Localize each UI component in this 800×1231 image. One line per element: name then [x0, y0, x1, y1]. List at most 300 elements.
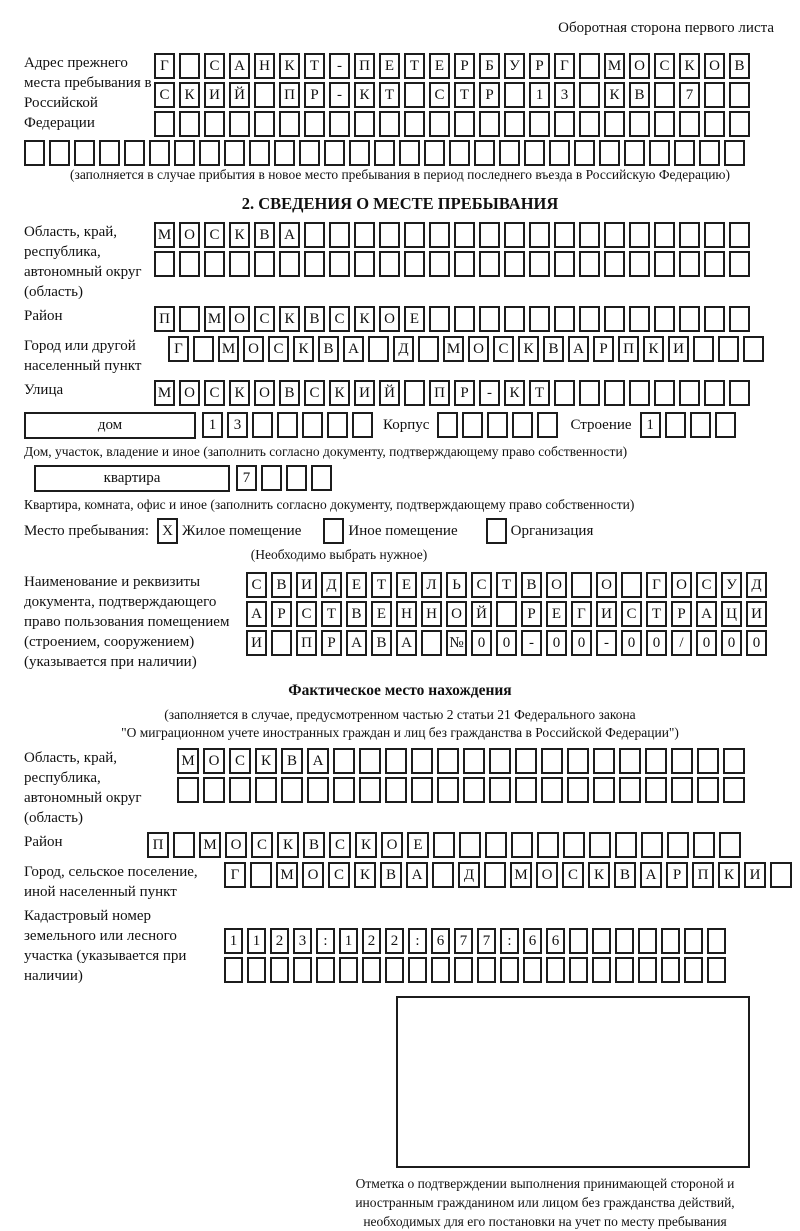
char-box[interactable]: [307, 777, 329, 803]
char-box[interactable]: [554, 222, 575, 248]
char-box[interactable]: [324, 140, 345, 166]
char-box[interactable]: О: [229, 306, 250, 332]
char-box[interactable]: [504, 222, 525, 248]
char-box[interactable]: [404, 251, 425, 277]
char-box[interactable]: В: [303, 832, 325, 858]
char-box[interactable]: [641, 832, 663, 858]
char-box[interactable]: 6: [431, 928, 450, 954]
char-box[interactable]: [474, 140, 495, 166]
char-box[interactable]: [715, 412, 736, 438]
char-box[interactable]: Т: [321, 601, 342, 627]
char-box[interactable]: О: [179, 222, 200, 248]
char-box[interactable]: [529, 222, 550, 248]
char-box[interactable]: 7: [236, 465, 257, 491]
char-box[interactable]: В: [729, 53, 750, 79]
char-box[interactable]: [579, 82, 600, 108]
char-box[interactable]: А: [229, 53, 250, 79]
char-box[interactable]: Р: [479, 82, 500, 108]
char-box[interactable]: П: [154, 306, 175, 332]
char-box[interactable]: О: [468, 336, 489, 362]
char-box[interactable]: [604, 380, 625, 406]
char-box[interactable]: [579, 53, 600, 79]
char-box[interactable]: Р: [521, 601, 542, 627]
char-box[interactable]: [645, 748, 667, 774]
char-box[interactable]: [619, 748, 641, 774]
char-box[interactable]: [729, 380, 750, 406]
char-box[interactable]: П: [147, 832, 169, 858]
char-box[interactable]: И: [596, 601, 617, 627]
char-box[interactable]: [554, 306, 575, 332]
char-box[interactable]: О: [446, 601, 467, 627]
char-box[interactable]: [500, 957, 519, 983]
char-box[interactable]: А: [307, 748, 329, 774]
char-box[interactable]: [707, 928, 726, 954]
char-box[interactable]: Й: [471, 601, 492, 627]
char-box[interactable]: П: [429, 380, 450, 406]
char-box[interactable]: Г: [154, 53, 175, 79]
char-box[interactable]: [174, 140, 195, 166]
char-box[interactable]: [554, 380, 575, 406]
char-box[interactable]: [74, 140, 95, 166]
char-box[interactable]: №: [446, 630, 467, 656]
char-box[interactable]: Т: [371, 572, 392, 598]
char-box[interactable]: Г: [571, 601, 592, 627]
char-box[interactable]: А: [396, 630, 417, 656]
char-box[interactable]: К: [604, 82, 625, 108]
char-box[interactable]: -: [521, 630, 542, 656]
char-box[interactable]: В: [543, 336, 564, 362]
char-box[interactable]: К: [718, 862, 740, 888]
char-box[interactable]: [429, 251, 450, 277]
char-box[interactable]: С: [204, 222, 225, 248]
char-box[interactable]: 6: [523, 928, 542, 954]
char-box[interactable]: Д: [458, 862, 480, 888]
char-box[interactable]: 3: [293, 928, 312, 954]
char-box[interactable]: [385, 777, 407, 803]
char-box[interactable]: Е: [404, 306, 425, 332]
char-box[interactable]: [707, 957, 726, 983]
char-box[interactable]: [743, 336, 764, 362]
char-box[interactable]: [454, 251, 475, 277]
char-box[interactable]: [362, 957, 381, 983]
char-box[interactable]: [463, 777, 485, 803]
char-box[interactable]: [249, 140, 270, 166]
char-box[interactable]: К: [355, 832, 377, 858]
char-box[interactable]: С: [268, 336, 289, 362]
char-box[interactable]: М: [177, 748, 199, 774]
char-box[interactable]: В: [279, 380, 300, 406]
char-box[interactable]: Н: [421, 601, 442, 627]
char-box[interactable]: [329, 111, 350, 137]
char-box[interactable]: Р: [321, 630, 342, 656]
char-box[interactable]: М: [154, 222, 175, 248]
char-box[interactable]: [569, 928, 588, 954]
char-box[interactable]: Е: [371, 601, 392, 627]
char-box[interactable]: И: [354, 380, 375, 406]
char-box[interactable]: [679, 306, 700, 332]
char-box[interactable]: С: [471, 572, 492, 598]
char-box[interactable]: С: [429, 82, 450, 108]
char-box[interactable]: [374, 140, 395, 166]
char-box[interactable]: [589, 832, 611, 858]
char-box[interactable]: П: [296, 630, 317, 656]
char-box[interactable]: О: [704, 53, 725, 79]
char-box[interactable]: [250, 862, 272, 888]
char-box[interactable]: Д: [321, 572, 342, 598]
checkbox-residential[interactable]: [157, 518, 182, 544]
char-box[interactable]: [179, 53, 200, 79]
char-box[interactable]: А: [343, 336, 364, 362]
char-box[interactable]: Р: [666, 862, 688, 888]
char-box[interactable]: [615, 928, 634, 954]
char-box[interactable]: 7: [477, 928, 496, 954]
char-box[interactable]: -: [479, 380, 500, 406]
char-box[interactable]: [537, 832, 559, 858]
char-box[interactable]: [770, 862, 792, 888]
char-box[interactable]: [719, 832, 741, 858]
char-box[interactable]: [697, 748, 719, 774]
char-box[interactable]: Й: [379, 380, 400, 406]
char-box[interactable]: [349, 140, 370, 166]
char-box[interactable]: [621, 572, 642, 598]
char-box[interactable]: Р: [529, 53, 550, 79]
char-box[interactable]: [541, 777, 563, 803]
char-box[interactable]: [645, 777, 667, 803]
char-box[interactable]: [592, 928, 611, 954]
char-box[interactable]: Р: [454, 380, 475, 406]
char-box[interactable]: [124, 140, 145, 166]
char-box[interactable]: К: [279, 306, 300, 332]
char-box[interactable]: М: [199, 832, 221, 858]
char-box[interactable]: [385, 748, 407, 774]
char-box[interactable]: 0: [746, 630, 767, 656]
char-box[interactable]: К: [255, 748, 277, 774]
char-box[interactable]: Т: [304, 53, 325, 79]
char-box[interactable]: 2: [385, 928, 404, 954]
char-box[interactable]: К: [354, 82, 375, 108]
char-box[interactable]: О: [379, 306, 400, 332]
char-box[interactable]: [454, 306, 475, 332]
char-box[interactable]: [204, 251, 225, 277]
char-box[interactable]: [599, 140, 620, 166]
char-box[interactable]: [654, 306, 675, 332]
char-box[interactable]: Т: [646, 601, 667, 627]
char-box[interactable]: С: [254, 306, 275, 332]
char-box[interactable]: [693, 832, 715, 858]
char-box[interactable]: [449, 140, 470, 166]
char-box[interactable]: К: [643, 336, 664, 362]
char-box[interactable]: А: [246, 601, 267, 627]
char-box[interactable]: В: [254, 222, 275, 248]
char-box[interactable]: И: [296, 572, 317, 598]
char-box[interactable]: [429, 306, 450, 332]
char-box[interactable]: [649, 140, 670, 166]
char-box[interactable]: [277, 412, 298, 438]
char-box[interactable]: [437, 412, 458, 438]
char-box[interactable]: М: [154, 380, 175, 406]
char-box[interactable]: С: [154, 82, 175, 108]
char-box[interactable]: [579, 251, 600, 277]
char-box[interactable]: [563, 832, 585, 858]
char-box[interactable]: 7: [679, 82, 700, 108]
char-box[interactable]: И: [204, 82, 225, 108]
char-box[interactable]: С: [204, 380, 225, 406]
char-box[interactable]: [484, 862, 506, 888]
char-box[interactable]: И: [668, 336, 689, 362]
checkbox-other-premises[interactable]: [323, 518, 348, 544]
char-box[interactable]: [261, 465, 282, 491]
char-box[interactable]: [693, 336, 714, 362]
char-box[interactable]: В: [371, 630, 392, 656]
char-box[interactable]: [684, 928, 703, 954]
char-box[interactable]: [270, 957, 289, 983]
char-box[interactable]: [424, 140, 445, 166]
char-box[interactable]: [574, 140, 595, 166]
char-box[interactable]: [279, 251, 300, 277]
char-box[interactable]: П: [618, 336, 639, 362]
char-box[interactable]: Г: [224, 862, 246, 888]
char-box[interactable]: [229, 777, 251, 803]
char-box[interactable]: [477, 957, 496, 983]
char-box[interactable]: /: [671, 630, 692, 656]
char-box[interactable]: К: [354, 306, 375, 332]
char-box[interactable]: [718, 336, 739, 362]
char-box[interactable]: [404, 82, 425, 108]
char-box[interactable]: С: [654, 53, 675, 79]
char-box[interactable]: С: [296, 601, 317, 627]
char-box[interactable]: [529, 306, 550, 332]
char-box[interactable]: [654, 82, 675, 108]
char-box[interactable]: :: [316, 928, 335, 954]
char-box[interactable]: X: [157, 518, 178, 544]
char-box[interactable]: И: [246, 630, 267, 656]
char-box[interactable]: [697, 777, 719, 803]
char-box[interactable]: [679, 222, 700, 248]
char-box[interactable]: Н: [396, 601, 417, 627]
char-box[interactable]: [667, 832, 689, 858]
char-box[interactable]: Т: [529, 380, 550, 406]
char-box[interactable]: Д: [746, 572, 767, 598]
char-box[interactable]: [252, 412, 273, 438]
char-box[interactable]: [359, 748, 381, 774]
char-box[interactable]: [479, 111, 500, 137]
char-box[interactable]: [554, 111, 575, 137]
char-box[interactable]: [546, 957, 565, 983]
char-box[interactable]: [729, 82, 750, 108]
char-box[interactable]: [316, 957, 335, 983]
char-box[interactable]: Т: [496, 572, 517, 598]
char-box[interactable]: [665, 412, 686, 438]
char-box[interactable]: [479, 222, 500, 248]
char-box[interactable]: [359, 777, 381, 803]
char-box[interactable]: [537, 412, 558, 438]
char-box[interactable]: О: [225, 832, 247, 858]
char-box[interactable]: 7: [454, 928, 473, 954]
char-box[interactable]: [454, 957, 473, 983]
char-box[interactable]: Л: [421, 572, 442, 598]
char-box[interactable]: К: [354, 862, 376, 888]
char-box[interactable]: [179, 306, 200, 332]
char-box[interactable]: 2: [270, 928, 289, 954]
char-box[interactable]: Ц: [721, 601, 742, 627]
char-box[interactable]: У: [721, 572, 742, 598]
char-box[interactable]: [704, 82, 725, 108]
char-box[interactable]: [224, 140, 245, 166]
char-box[interactable]: [704, 306, 725, 332]
char-box[interactable]: [654, 380, 675, 406]
char-box[interactable]: [579, 222, 600, 248]
char-box[interactable]: [454, 222, 475, 248]
char-box[interactable]: [524, 140, 545, 166]
char-box[interactable]: [286, 465, 307, 491]
char-box[interactable]: Г: [168, 336, 189, 362]
char-box[interactable]: -: [596, 630, 617, 656]
char-box[interactable]: О: [536, 862, 558, 888]
char-box[interactable]: [511, 832, 533, 858]
char-box[interactable]: А: [568, 336, 589, 362]
char-box[interactable]: [479, 306, 500, 332]
char-box[interactable]: [729, 111, 750, 137]
char-box[interactable]: В: [271, 572, 292, 598]
char-box[interactable]: [459, 832, 481, 858]
char-box[interactable]: П: [279, 82, 300, 108]
char-box[interactable]: [179, 111, 200, 137]
char-box[interactable]: С: [562, 862, 584, 888]
char-box[interactable]: [329, 251, 350, 277]
char-box[interactable]: Р: [271, 601, 292, 627]
char-box[interactable]: [729, 251, 750, 277]
char-box[interactable]: Т: [379, 82, 400, 108]
char-box[interactable]: [254, 82, 275, 108]
char-box[interactable]: С: [304, 380, 325, 406]
char-box[interactable]: К: [279, 53, 300, 79]
char-box[interactable]: [404, 111, 425, 137]
char-box[interactable]: [255, 777, 277, 803]
char-box[interactable]: [173, 832, 195, 858]
char-box[interactable]: Н: [254, 53, 275, 79]
char-box[interactable]: М: [218, 336, 239, 362]
char-box[interactable]: [541, 748, 563, 774]
char-box[interactable]: [433, 832, 455, 858]
char-box[interactable]: -: [329, 82, 350, 108]
char-box[interactable]: 6: [546, 928, 565, 954]
char-box[interactable]: [604, 111, 625, 137]
char-box[interactable]: Е: [379, 53, 400, 79]
char-box[interactable]: [431, 957, 450, 983]
char-box[interactable]: [281, 777, 303, 803]
char-box[interactable]: Ь: [446, 572, 467, 598]
char-box[interactable]: [193, 336, 214, 362]
char-box[interactable]: [421, 630, 442, 656]
char-box[interactable]: [379, 222, 400, 248]
char-box[interactable]: [624, 140, 645, 166]
char-box[interactable]: О: [671, 572, 692, 598]
char-box[interactable]: П: [354, 53, 375, 79]
char-box[interactable]: Р: [671, 601, 692, 627]
char-box[interactable]: С: [696, 572, 717, 598]
char-box[interactable]: Е: [346, 572, 367, 598]
char-box[interactable]: [149, 140, 170, 166]
char-box[interactable]: [549, 140, 570, 166]
char-box[interactable]: Р: [454, 53, 475, 79]
char-box[interactable]: [619, 777, 641, 803]
char-box[interactable]: [679, 111, 700, 137]
char-box[interactable]: [704, 251, 725, 277]
char-box[interactable]: [385, 957, 404, 983]
char-box[interactable]: [352, 412, 373, 438]
char-box[interactable]: 1: [202, 412, 223, 438]
char-box[interactable]: [485, 832, 507, 858]
char-box[interactable]: К: [329, 380, 350, 406]
char-box[interactable]: Д: [393, 336, 414, 362]
char-box[interactable]: А: [640, 862, 662, 888]
char-box[interactable]: [684, 957, 703, 983]
char-box[interactable]: К: [518, 336, 539, 362]
char-box[interactable]: К: [588, 862, 610, 888]
char-box[interactable]: К: [229, 380, 250, 406]
char-box[interactable]: С: [251, 832, 273, 858]
char-box[interactable]: [567, 777, 589, 803]
char-box[interactable]: [311, 465, 332, 491]
char-box[interactable]: Р: [593, 336, 614, 362]
char-box[interactable]: [504, 82, 525, 108]
char-box[interactable]: [379, 111, 400, 137]
char-box[interactable]: [671, 777, 693, 803]
char-box[interactable]: Е: [546, 601, 567, 627]
char-box[interactable]: [404, 380, 425, 406]
char-box[interactable]: С: [229, 748, 251, 774]
char-box[interactable]: [487, 412, 508, 438]
char-box[interactable]: [729, 222, 750, 248]
char-box[interactable]: С: [493, 336, 514, 362]
char-box[interactable]: [679, 251, 700, 277]
char-box[interactable]: [302, 412, 323, 438]
char-box[interactable]: И: [746, 601, 767, 627]
char-box[interactable]: В: [380, 862, 402, 888]
char-box[interactable]: [569, 957, 588, 983]
char-box[interactable]: К: [504, 380, 525, 406]
char-box[interactable]: 0: [471, 630, 492, 656]
char-box[interactable]: [554, 251, 575, 277]
char-box[interactable]: [654, 111, 675, 137]
char-box[interactable]: [604, 222, 625, 248]
char-box[interactable]: К: [293, 336, 314, 362]
char-box[interactable]: Т: [404, 53, 425, 79]
char-box[interactable]: [408, 957, 427, 983]
char-box[interactable]: [177, 777, 199, 803]
char-box[interactable]: [404, 222, 425, 248]
char-box[interactable]: [529, 111, 550, 137]
char-box[interactable]: [327, 412, 348, 438]
char-box[interactable]: [515, 748, 537, 774]
char-box[interactable]: [379, 251, 400, 277]
char-box[interactable]: М: [510, 862, 532, 888]
char-box[interactable]: В: [521, 572, 542, 598]
char-box[interactable]: [604, 251, 625, 277]
char-box[interactable]: 1: [224, 928, 243, 954]
char-box[interactable]: [437, 777, 459, 803]
char-box[interactable]: [729, 306, 750, 332]
char-box[interactable]: С: [246, 572, 267, 598]
char-box[interactable]: [704, 380, 725, 406]
char-box[interactable]: М: [443, 336, 464, 362]
char-box[interactable]: [690, 412, 711, 438]
char-box[interactable]: Т: [454, 82, 475, 108]
char-box[interactable]: 0: [496, 630, 517, 656]
char-box[interactable]: К: [179, 82, 200, 108]
char-box[interactable]: [638, 957, 657, 983]
char-box[interactable]: [704, 111, 725, 137]
